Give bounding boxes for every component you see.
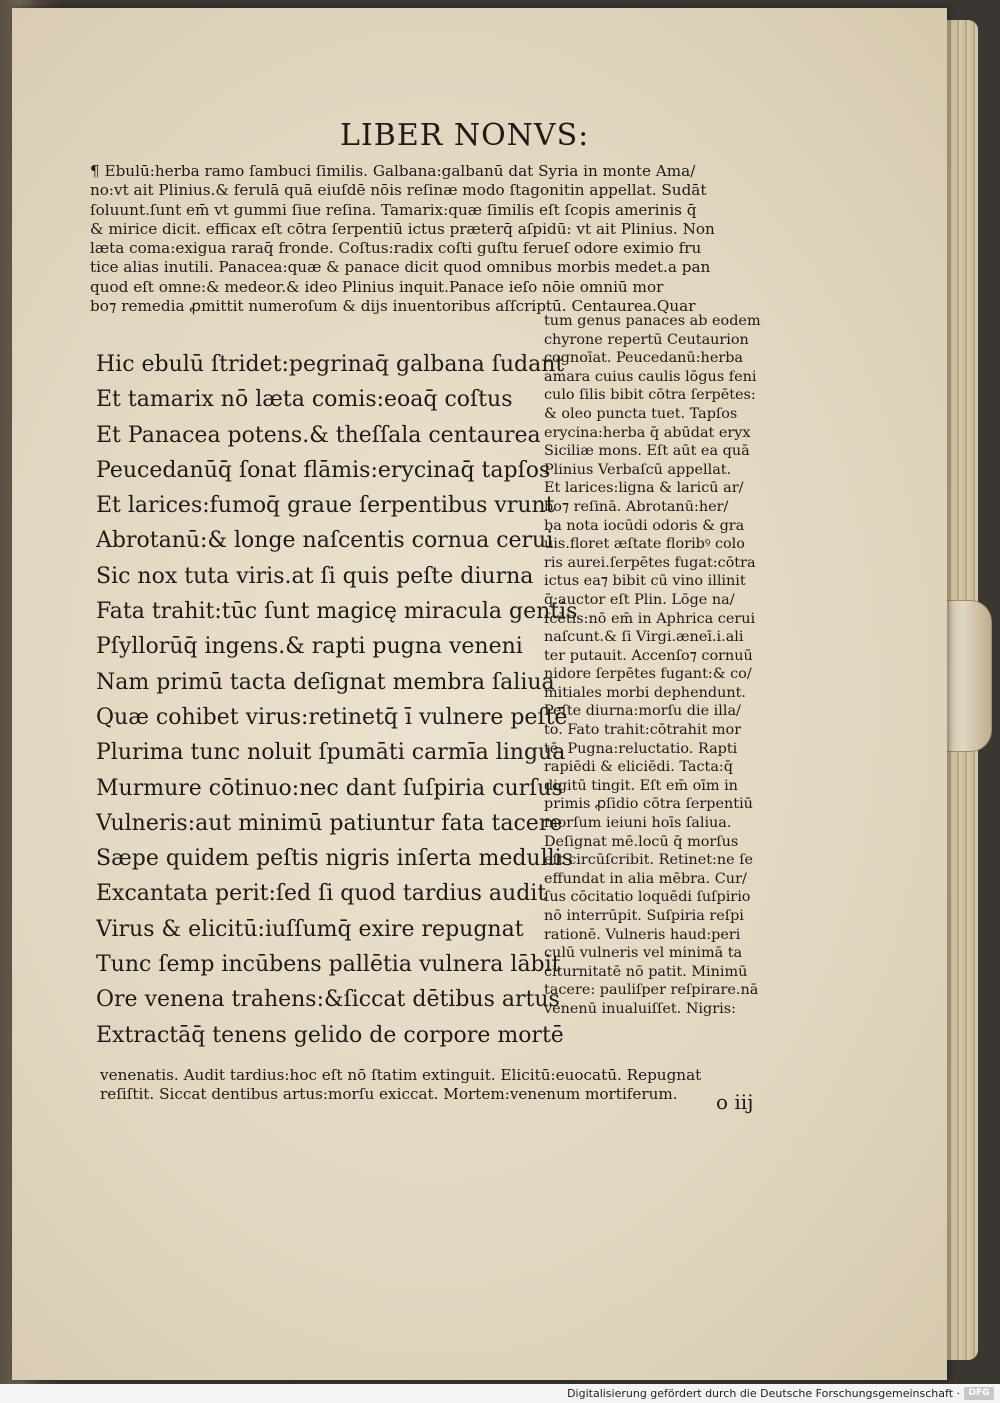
verse-line: Murmure cōtinuo:nec dant ſuſpiria curſus [96,775,563,801]
verse-line: Et Panacea potens.& theſſala centaurea [96,422,541,448]
verse-line: Quæ cohibet virus:retinetq̄ ī vulnere peſtē [96,704,568,730]
verse-line: Fata trahit:tūc ſunt magicę miracula gentis [96,599,578,625]
side-line: tacere: pauliſper reſpirare.nā [544,982,759,999]
side-line: culū vulneris vel minimā ta [544,945,743,962]
side-line: venenū inualuiſſet. Nigris: [544,1000,736,1017]
commentary-line: no:vt ait Plinius.& ferulā quā eiuſdē nōis reſinæ modo ſtagonitin appellat. Sudāt [90,181,707,200]
side-line: eſt circūſcribit. Retinet:ne ſe [544,852,754,869]
verse-line: Hic ebulū ſtridet:pegrinaq̄ galbana ſudant [96,352,565,377]
side-line: mitiales morbi dephendunt. [544,684,746,701]
side-line: Siciliæ mons. Eſt aūt ea quā [544,443,750,460]
side-line: naſcunt.& ſi Virgi.æneī.i.ali [544,629,744,646]
verse-line: Pſyllorūq̄ ingens.& rapti pugna veneni [96,634,523,660]
side-line: q̄:auctor eſt Plin. Lōge na/ [544,591,735,608]
verse-line: Extractāq̄ tenens gelido de corpore mortē [96,1022,564,1048]
side-line: ba nota iocūdi odoris & gra [544,517,745,534]
side-line: morſum ieiuni hoīs ſaliua. [544,815,732,832]
commentary-line: ſoluunt.ſunt em̄ vt gummi ſiue reſina. Tamarix:quæ ſimilis eſt ſcopis amerinis q̄ [90,200,697,219]
side-line: ſus cōcitatio loquēdi ſuſpirio [544,889,751,906]
commentary-line: reſiſtit. Siccat dentibus artus:morſu exiccat. Mortem:venenum mortiferum. [100,1085,678,1103]
side-line: to. Fato trahit:cōtrahit mor [544,722,742,739]
digitization-footer [0,1384,1000,1403]
verse-line: Ore venena trahens:&ſiccat dētibus artus [96,987,560,1013]
verse-line: Tunc ſemp incūbens pallētia vulnera lābit [96,952,561,978]
verse-line: Sic nox tuta viris.at ſi quis peſte diurna [96,563,534,589]
side-line: Et larices:ligna & laricū ar/ [544,480,744,497]
signature-mark: o iij [716,1090,754,1114]
verse-line: Plurima tunc noluit ſpumāti carmīa lingua [96,740,566,766]
side-line: culo ſilis bibit cōtra ſerpētes: [544,387,756,404]
dfg-logo-icon: DFG [964,1387,994,1400]
side-line: effundat in alia mēbra. Cur/ [544,870,747,887]
verse-line: Virus & elicitū:iuſſumq̄ exire repugnat [96,916,524,942]
commentary-line: tice alias inutili. Panacea:quæ & panace dicit quod omnibus morbis medet.a pan [90,258,711,277]
commentary-line: bo⁊ remedia ꝓmittit numeroſum & dijs inuentoribus aſſcriptū. Centaurea.Quar [90,297,696,316]
side-line: amara cuius caulis lōgus feni [544,368,757,385]
side-line: uis.floret æſtate floribꝰ colo [544,536,745,553]
commentary-bottom [100,1066,800,1104]
side-line: nō interrūpit. Suſpiria reſpi [544,908,744,924]
verse-line: Abrotanū:& longe naſcentis cornua cerui [96,528,554,554]
verse-line: Excantata perit:ſed ſi quod tardius audit [96,881,547,907]
side-line: chyrone repertū Ceutaurion [544,331,749,348]
footer-credit: Digitalisierung gefördert durch die Deutsche Forschungsgemeinschaft · [567,1387,960,1400]
side-line: erycina:herba q̄ abūdat eryx [544,424,751,441]
side-line: cognoīat. Peucedanū:herba [544,350,744,367]
side-line: tē. Pugna:reluctatio. Rapti [544,740,738,757]
side-commentary [544,312,794,1019]
side-line: Plinius Verbaſcū appellat. [544,461,732,478]
side-line: ter putauit. Accenſo⁊ cornuū [544,647,753,664]
side-line: rapiēdi & eliciēdi. Tacta:q̄ [544,759,733,776]
verse-line: Et larices:fumoq̄ graue ſerpentibus vrunt [96,493,555,519]
verse-line: Vulneris:aut minimū patiuntur fata tacere [96,810,563,836]
commentary-line: quod eſt omne:& medeor.& ideo Plinius inquit.Panace ieſo nōie omniū mor [90,277,664,296]
verse-line: Et tamarix nō læta comis:eoaq̄ coſtus [96,387,513,413]
side-line: & oleo puncta tuet. Tapſos [544,405,738,422]
side-line: ſcētis:nō em̄ in Aphrica cerui [544,610,756,627]
side-line: digitū tingit. Eſt em̄ oīm in [544,777,738,794]
side-line: nidore ſerpētes fugant:& co/ [544,666,752,683]
side-line: tum genus panaces ab eodem [544,313,761,329]
side-line: ris aurei.ſerpētes fugat:cōtra [544,554,756,571]
verse-line: Sæpe quidem peſtis nigris inſerta medullis [96,846,573,872]
side-line: ictus ea⁊ bibit cū vino illinit [544,573,746,590]
side-line: Deſignat mē.locū q̄ morſus [544,833,739,850]
running-head: LIBER NONVS: [340,118,590,153]
side-line: Peſte diurna:morſu die illa/ [544,703,741,720]
commentary-line: & mirice dicit. efficax eſt cōtra ſerpentiū ictus præterq̄ aſpidū: vt ait Plinius. Non [90,219,715,238]
side-line: rationē. Vulneris haud:peri [544,926,741,943]
commentary-line: ¶ Ebulū:herba ramo ſambuci ſimilis. Galbana:galbanū dat Syria in monte Ama/ [90,162,696,180]
side-line: primis ꝓſidio cōtra ſerpentiū [544,796,753,813]
verse-column [96,352,578,1058]
side-line: bo⁊ reſinā. Abrotanū:her/ [544,498,729,515]
verse-line: Nam primū tacta deſignat membra ſaliua [96,669,555,695]
commentary-line: venenatis. Audit tardius:hoc eſt nō ſtatim extinguit. Elicitū:euocatū. Repugnat [100,1066,702,1084]
verse-line: Peucedanūq̄ ſonat flāmis:erycinaq̄ tapſos [96,457,551,483]
side-line: citurnitatē nō patit. Minimū [544,963,748,980]
commentary-top [90,162,790,316]
commentary-line: læta coma:exigua raraq̄ fronde. Coſtus:radix coſti guſtu ferueſ odore eximio fru [90,239,702,258]
